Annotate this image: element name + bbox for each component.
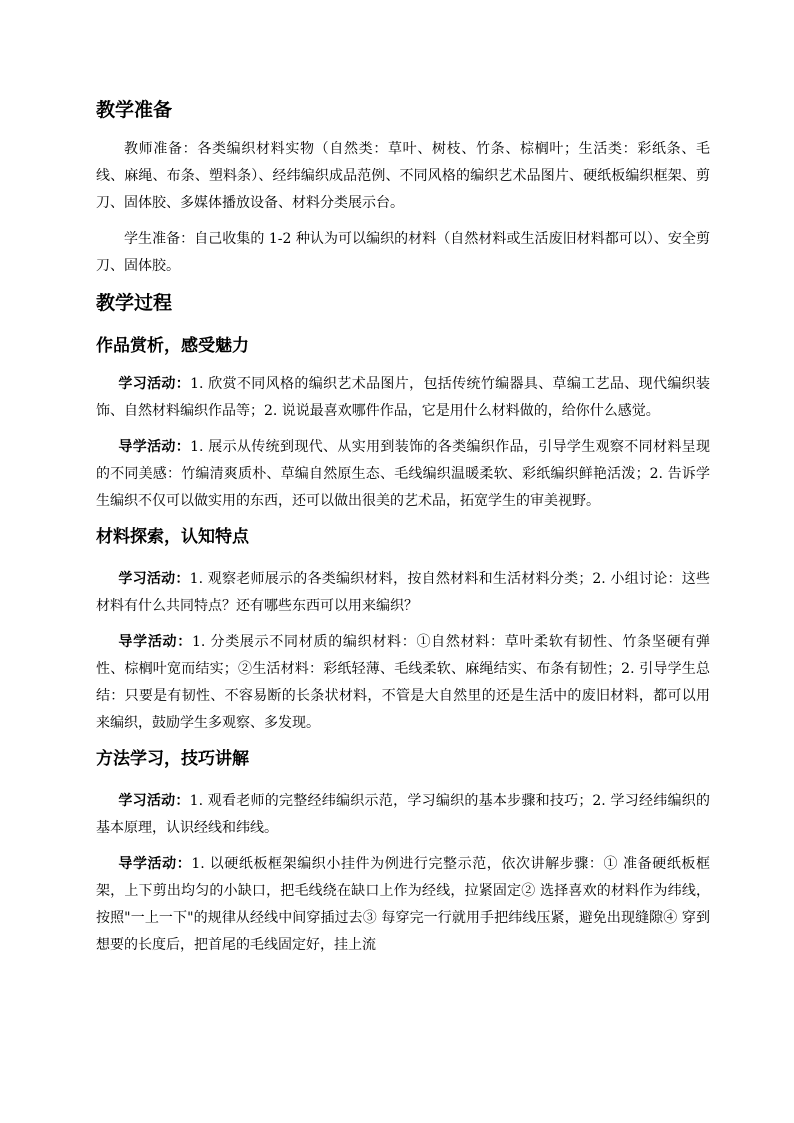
study-activity-text: 1. 观察老师展示的各类编织材料，按自然材料和生活材料分类；2. 小组讨论：这些材料有什么共同特点？还有哪些东西可以用来编织？ (96, 571, 710, 614)
study-activity-label: 学习活动： (118, 376, 191, 392)
section-title-prep: 教学准备 (96, 99, 173, 121)
study-activity-label: 学习活动： (118, 571, 190, 587)
document-content (96, 96, 710, 968)
study-activity-paragraph (96, 566, 710, 620)
subsection-heading: 材料探索，认知特点 (96, 527, 249, 547)
guide-activity-text: 1. 分类展示不同材质的编织材料：①自然材料：草叶柔软有韧性、竹条坚硬有弹性、棕榈叶宽而结实；②生活材料：彩纸轻薄、毛线柔软、麻绳结实、布条有韧性；2. 引导学生总结：只要是有韧性、不容易断的长条状材料，不管是大自然里的还是生活中的废旧材料，都可以用来编织，鼓励学生多观察、多发现。 (96, 634, 711, 731)
section-title-process: 教学过程 (96, 292, 173, 314)
study-activity-label: 学习活动： (118, 793, 190, 809)
teacher-prep-paragraph: 教师准备：各类编织材料实物（自然类：草叶、树枝、竹条、棕榈叶；生活类：彩纸条、毛线、麻绳、布条、塑料条）、经纬编织成品范例、不同风格的编织艺术品图片、硬纸板编织框架、剪刀、固体胶、多媒体播放设备、材料分类展示台。 (96, 141, 710, 211)
guide-activity-paragraph (96, 629, 710, 737)
study-activity-paragraph (96, 371, 710, 425)
guide-activity-text: 1. 展示从传统到现代、从实用到装饰的各类编织作品，引导学生观察不同材料呈现的不同美感：竹编清爽质朴、草编自然原生态、毛线编织温暖柔软、彩纸编织鲜艳活泼；2. 告诉学生编织不仅可以做实用的东西，还可以做出很美的艺术品，拓宽学生的审美视野。 (96, 439, 711, 509)
study-activity-text: 1. 欣赏不同风格的编织艺术品图片，包括传统竹编器具、草编工艺品、现代编织装饰、自然材料编织作品等；2. 说说最喜欢哪件作品，它是用什么材料做的，给你什么感觉。 (96, 376, 711, 419)
guide-activity-paragraph (96, 851, 710, 959)
student-prep-paragraph: 学生准备：自己收集的 1-2 种认为可以编织的材料（自然材料或生活废旧材料都可以）、安全剪刀、固体胶。 (96, 231, 710, 274)
study-activity-paragraph (96, 788, 710, 842)
guide-activity-label: 导学活动： (118, 634, 192, 650)
subsection-heading: 方法学习，技巧讲解 (96, 749, 249, 769)
guide-activity-label: 导学活动： (118, 439, 191, 455)
guide-activity-paragraph (96, 434, 710, 515)
guide-activity-label: 导学活动： (118, 856, 192, 872)
subsection-heading: 作品赏析，感受魅力 (96, 336, 249, 356)
study-activity-text: 1. 观看老师的完整经纬编织示范，学习编织的基本步骤和技巧；2. 学习经纬编织的基本原理，认识经线和纬线。 (96, 793, 710, 836)
guide-activity-text: 1. 以硬纸板框架编织小挂件为例进行完整示范，依次讲解步骤：① 准备硬纸板框架，上下剪出均匀的小缺口，把毛线绕在缺口上作为经线，拉紧固定② 选择喜欢的材料作为纬线，按照"一上一下"的规律从经线中间穿插过去③ 每穿完一行就用手把纬线压紧，避免出现缝隙④ 穿到想要的长度后，把首尾的毛线固定好，挂上流 (96, 856, 710, 953)
